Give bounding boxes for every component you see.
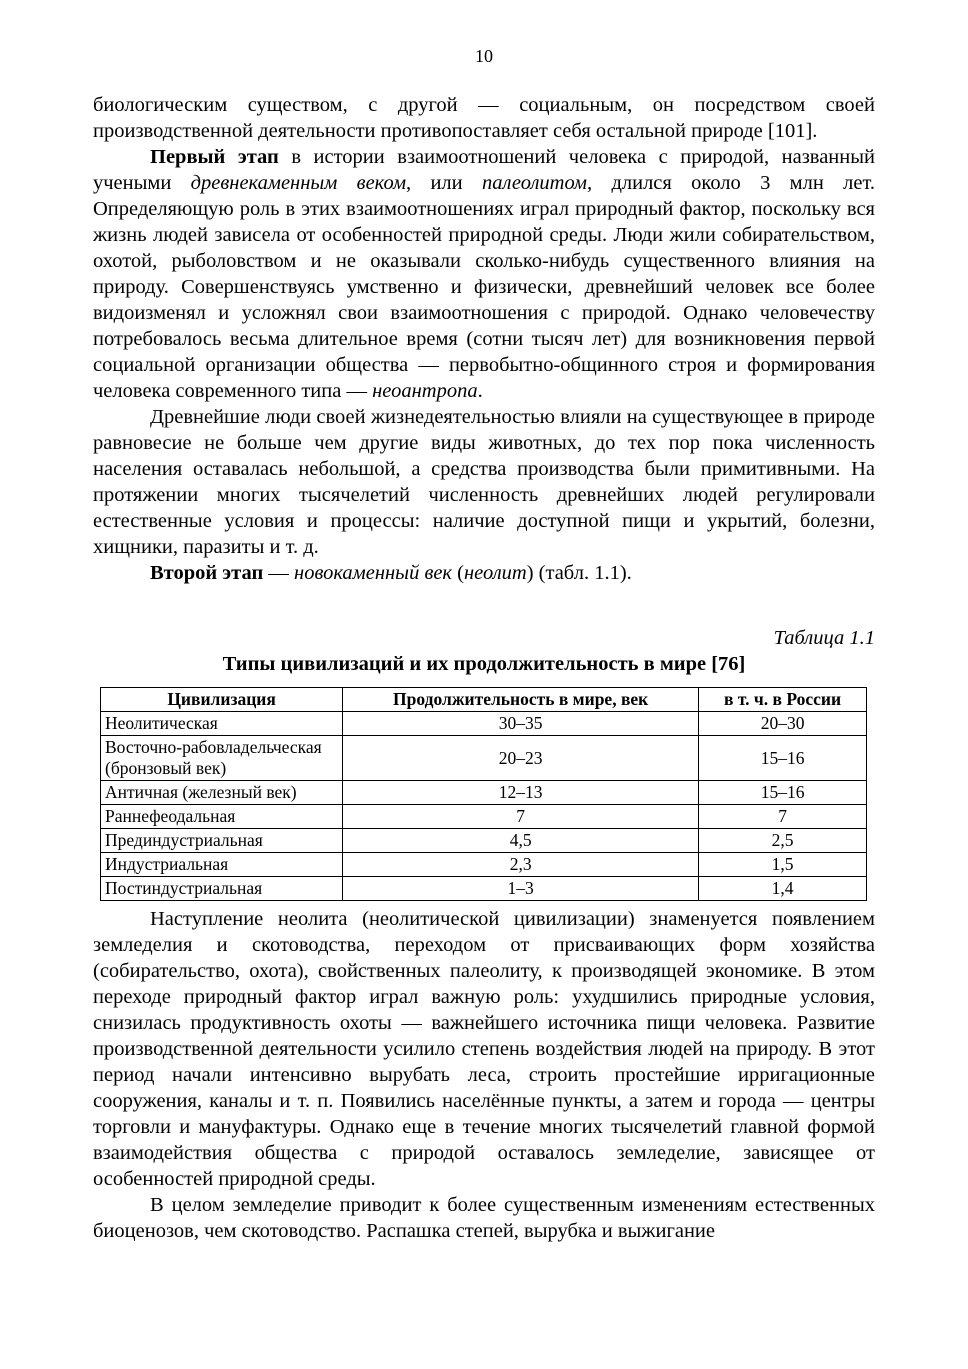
cell-duration-world: 12–13 <box>343 781 699 805</box>
cell-duration-world: 2,3 <box>343 853 699 877</box>
table-row <box>101 712 867 736</box>
cell-civilization: Неолитическая <box>101 712 343 736</box>
cell-civilization: Античная (железный век) <box>101 781 343 805</box>
cell-civilization: Постиндустриальная <box>101 877 343 901</box>
text-block-lower <box>93 906 875 1244</box>
table-row <box>101 805 867 829</box>
cell-civilization: Раннефеодальная <box>101 805 343 829</box>
cell-duration-world: 1–3 <box>343 877 699 901</box>
table-row <box>101 853 867 877</box>
cell-duration-russia: 15–16 <box>699 781 867 805</box>
civilizations-table <box>100 687 867 901</box>
header-civilization: Цивилизация <box>101 688 343 712</box>
header-duration-world: Продолжительность в мире, век <box>343 688 699 712</box>
table-row <box>101 736 867 781</box>
page-number: 10 <box>475 46 493 66</box>
cell-civilization: Прединдустриальная <box>101 829 343 853</box>
paragraph-continuation: биологическим существом, с другой — социальным, он посредством своей производственной деятельности противопоставляет себя остальной природе [101]. <box>93 94 875 142</box>
term-neolithic-age: новокаменный век <box>294 562 453 584</box>
paragraph-ancient-people: Древнейшие люди своей жизнедеятельностью влияли на существующее в природе равновесие не больше чем другие виды животных, до тех пор пока численность населения оставалась небольшой, а средства производства были примитивными. На протяжении многих тысячелетий численность древнейших людей регулировали естественные условия и процессы: наличие доступной пищи и укрытий, болезни, хищники, паразиты и т. д. <box>93 406 875 558</box>
table-row <box>101 829 867 853</box>
cell-duration-russia: 20–30 <box>699 712 867 736</box>
table-title: Типы цивилизаций и их продолжительность в мире [76] <box>222 653 746 675</box>
table-row <box>101 877 867 901</box>
term-paleolith: палеолитом <box>481 172 588 194</box>
cell-duration-russia: 15–16 <box>699 736 867 781</box>
paragraph-neolithic-onset: Наступление неолита (неолитической цивилизации) знаменуется появлением земледелия и скотоводства, переходом от присваивающих форм хозяйства (собирательство, охота), свойственных палеолиту, к производящей экономике. В этом переходе природный фактор играл важную роль: ухудшились природные условия, снизилась продуктивность охоты — важнейшего источника пищи человека. Развитие производственной деятельности усилило степень воздействия людей на природу. В этот период начали интенсивно вырубать леса, строить простейшие ирригационные сооружения, каналы и т. п. Появились населённые пункты, а затем и города — центры торговли и мануфактуры. Однако еще в течение многих тысячелетий главной формой взаимодействия общества с природой оставалось земледелие, зависящее от особенностей природной среды. <box>93 908 875 1190</box>
cell-civilization: Восточно-рабовладельческая (бронзовый век) <box>101 736 343 781</box>
cell-duration-russia: 1,4 <box>699 877 867 901</box>
table-row <box>101 781 867 805</box>
table-label: Таблица 1.1 <box>773 627 875 649</box>
paragraph-second-stage: Второй этап — новокаменный век (неолит) (табл. 1.1). <box>150 562 632 584</box>
cell-civilization: Индустриальная <box>101 853 343 877</box>
cell-duration-world: 4,5 <box>343 829 699 853</box>
text-block-upper <box>93 92 875 586</box>
cell-duration-world: 30–35 <box>343 712 699 736</box>
term-neoanthrope: неоантропа <box>372 380 478 402</box>
cell-duration-world: 7 <box>343 805 699 829</box>
term-neolith: неолит <box>463 562 527 584</box>
table-header-row <box>101 688 867 712</box>
cell-duration-russia: 1,5 <box>699 853 867 877</box>
first-stage-lead: Первый этап <box>150 146 279 168</box>
cell-duration-world: 20–23 <box>343 736 699 781</box>
paragraph-first-stage: Первый этап в истории взаимоотношений человека с природой, названный учеными древнекаменным веком, или палеолитом, длился около 3 млн лет. Определяющую роль в этих взаимоотношениях играл природный фактор, поскольку вся жизнь людей зависела от особенностей природной среды. Люди жили собирательством, охотой, рыболовством и не оказывали сколько-нибудь существенного влияния на природу. Совершенствуясь умственно и физически, древнейший человек все более видоизменял и усложнял свои взаимоотношения с природой. Однако человечеству потребовалось весьма длительное время (сотни тысяч лет) для возникновения первой социальной организации общества — первобытно-общинного строя и формирования человека современного типа — неоантропа. <box>93 146 875 402</box>
term-paleolithic-age: древнекаменным веком <box>190 172 407 194</box>
table-caption <box>93 625 875 677</box>
cell-duration-russia: 7 <box>699 805 867 829</box>
cell-duration-russia: 2,5 <box>699 829 867 853</box>
second-stage-lead: Второй этап <box>150 562 264 584</box>
header-duration-russia: в т. ч. в России <box>699 688 867 712</box>
paragraph-agriculture: В целом земледелие приводит к более существенным изменениям естественных биоценозов, чем скотоводство. Распашка степей, вырубка и выжигание <box>93 1194 875 1242</box>
